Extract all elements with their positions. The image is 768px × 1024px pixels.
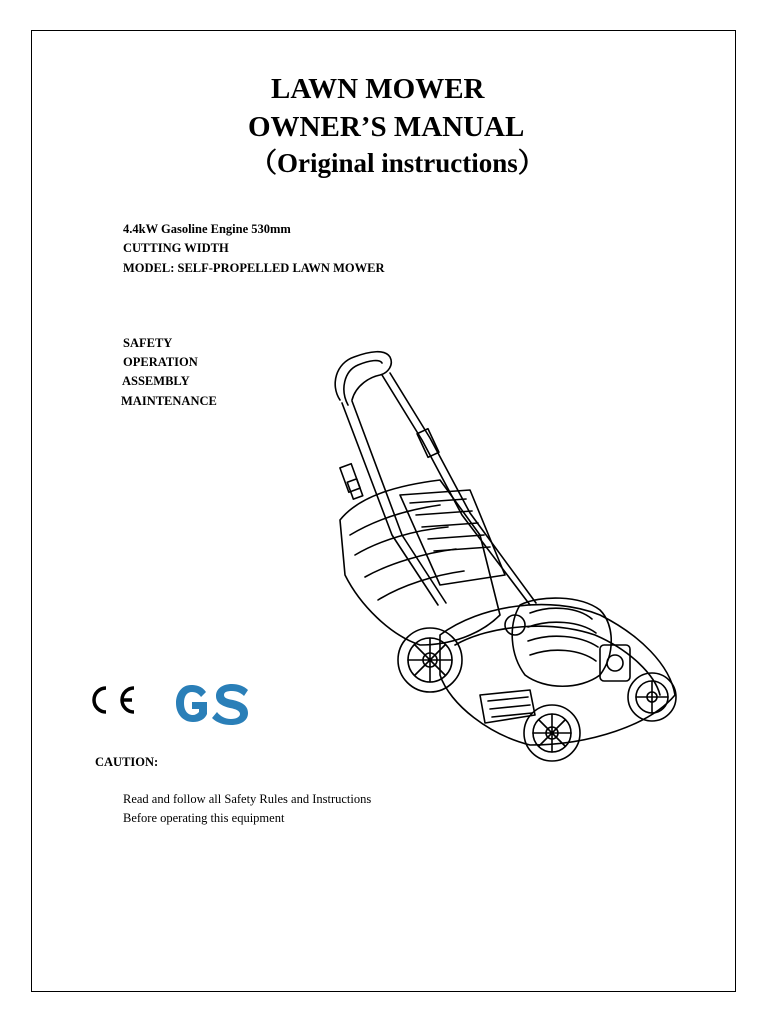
gs-mark-icon — [174, 680, 254, 728]
title-lawn-mower: LAWN MOWER — [271, 73, 485, 105]
spec-cutting-width: CUTTING WIDTH — [123, 241, 229, 255]
lawn-mower-illustration — [330, 345, 690, 775]
spec-engine: 4.4kW Gasoline Engine 530mm — [123, 222, 291, 236]
section-maintenance: MAINTENANCE — [121, 394, 217, 408]
title-original-instructions: （Original instructions） — [250, 148, 545, 178]
caution-line-2: Before operating this equipment — [123, 811, 285, 825]
section-safety: SAFETY — [123, 336, 173, 350]
caution-heading: CAUTION: — [95, 755, 159, 769]
section-operation: OPERATION — [123, 355, 198, 369]
title-owners-manual: OWNER’S MANUAL — [248, 111, 525, 143]
caution-line-1: Read and follow all Safety Rules and Instructions — [123, 792, 372, 806]
section-assembly: ASSEMBLY — [122, 374, 190, 388]
spec-model: MODEL: SELF-PROPELLED LAWN MOWER — [123, 261, 385, 275]
ce-mark-icon — [82, 680, 142, 720]
